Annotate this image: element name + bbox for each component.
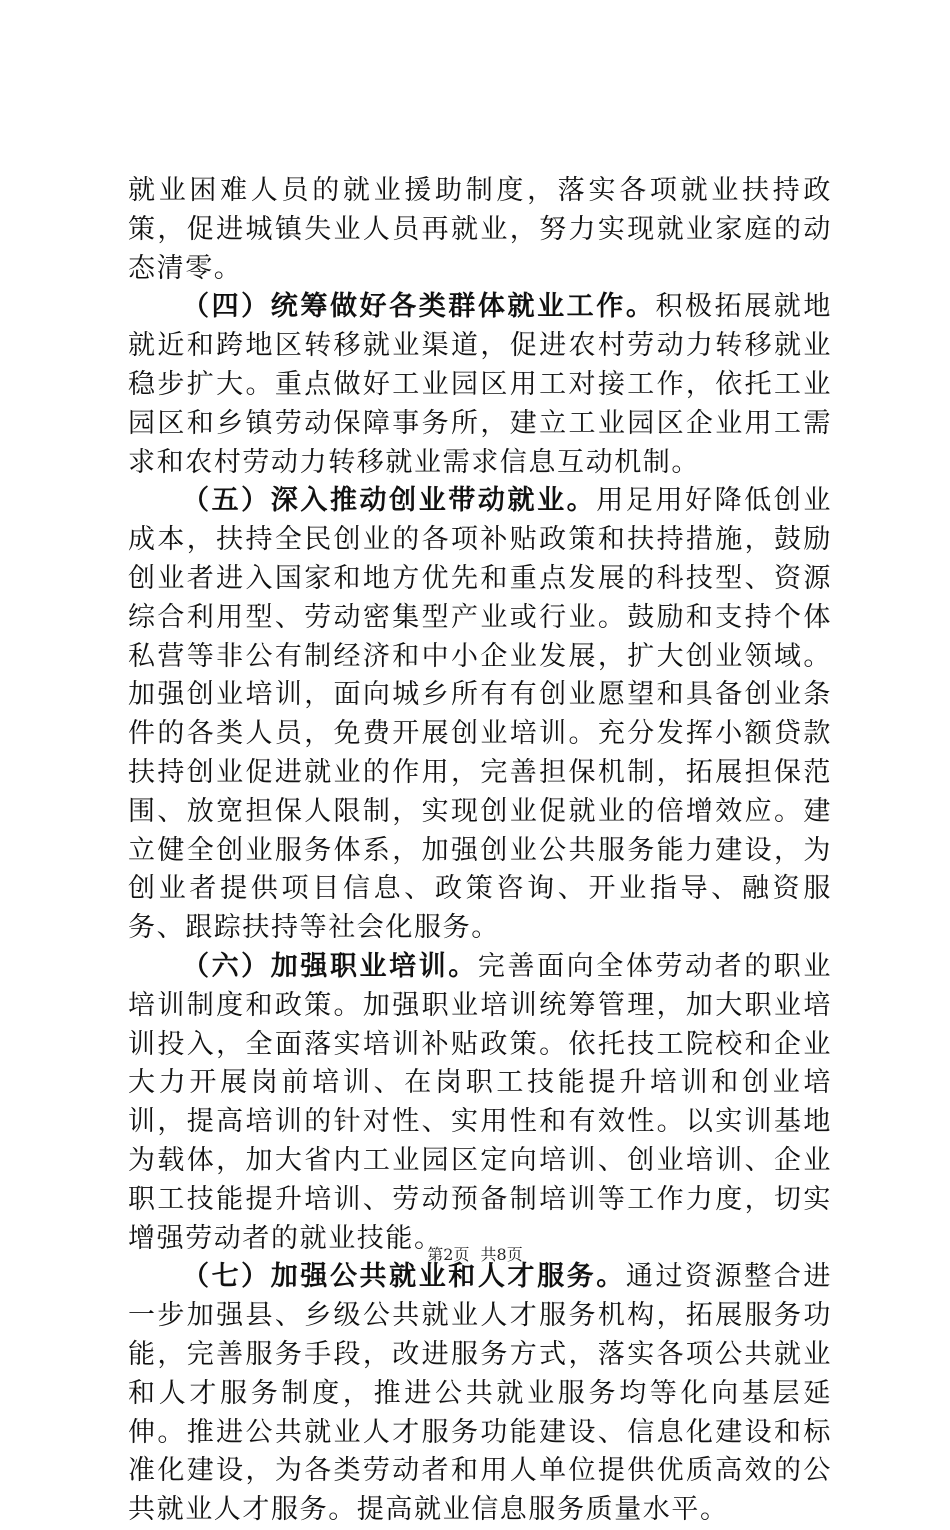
- section-7-body: 通过资源整合进一步加强县、乡级公共就业人才服务机构，拓展服务功能，完善服务手段，改进服务方式，落实各项公共就业和人才服务制度，推进公共就业服务均等化向基层延伸。推进公共就业人才服务功能建设、信息化建设和标准化建设，为各类劳动者和用人单位提供优质高效的公共就业人才服务。提高就业信息服务质量水平。: [128, 1261, 833, 1526]
- page-number: 第2页: [427, 1245, 470, 1264]
- page-total: 共8页: [480, 1245, 523, 1264]
- page-footer: [0, 1242, 950, 1265]
- section-4-paragraph: [128, 288, 832, 482]
- section-6-heading: （六）加强职业培训。: [182, 950, 478, 982]
- section-5-body: 用足用好降低创业成本，扶持全民创业的各项补贴政策和扶持措施，鼓励创业者进入国家和地方优先和重点发展的科技型、资源综合利用型、劳动密集型产业或行业。鼓励和支持个体私营等非公有制经济和中小企业发展，扩大创业领域。加强创业培训，面向城乡所有有创业愿望和具备创业条件的各类人员，免费开展创业培训。充分发挥小额贷款扶持创业促进就业的作用，完善担保机制，拓展担保范围、放宽担保人限制，实现创业促就业的倍增效应。建立健全创业服务体系，加强创业公共服务能力建设，为创业者提供项目信息、政策咨询、开业指导、融资服务、跟踪扶持等社会化服务。: [128, 485, 832, 944]
- section-7-heading: （七）加强公共就业和人才服务。: [182, 1261, 626, 1293]
- section-4-heading: （四）统筹做好各类群体就业工作。: [182, 291, 656, 323]
- section-5-paragraph: [128, 482, 832, 948]
- section-5-heading: （五）深入推动创业带动就业。: [182, 485, 597, 517]
- section-4-body: 积极拓展就地就近和跨地区转移就业渠道，促进农村劳动力转移就业稳步扩大。重点做好工业园区用工对接工作，依托工业园区和乡镇劳动保障事务所，建立工业园区企业用工需求和农村劳动力转移就业需求信息互动机制。: [128, 291, 832, 478]
- section-6-paragraph: [128, 948, 832, 1258]
- section-6-body: 完善面向全体劳动者的职业培训制度和政策。加强职业培训统筹管理，加大职业培训投入，全面落实培训补贴政策。依托技工院校和企业大力开展岗前培训、在岗职工技能提升培训和创业培训，提高培训的针对性、实用性和有效性。以实训基地为载体，加大省内工业园区定向培训、创业培训、企业职工技能提升培训、劳动预备制培训等工作力度，切实增强劳动者的就业技能。: [128, 950, 832, 1254]
- intro-paragraph: 就业困难人员的就业援助制度，落实各项就业扶持政策，促进城镇失业人员再就业，努力实现就业家庭的动态清零。: [128, 175, 832, 284]
- document-body: [128, 172, 832, 1530]
- section-7-paragraph: [128, 1258, 832, 1530]
